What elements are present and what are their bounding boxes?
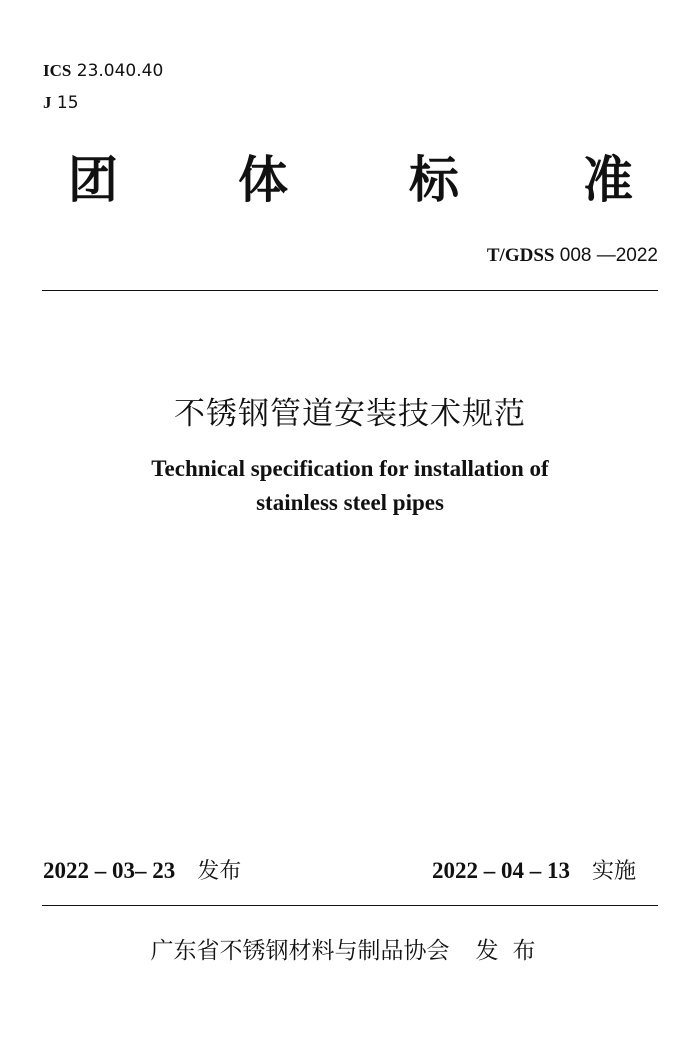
ics-line (43, 60, 163, 82)
issue-label: 发布 (197, 859, 242, 884)
issue-date: 2022 – 03– 23 (43, 858, 176, 883)
title-english (0, 452, 700, 520)
implement-label: 实施 (592, 859, 637, 884)
classification-label: J (43, 93, 52, 112)
ics-code: 23.040.40 (76, 61, 164, 81)
implement-date: 2022 – 04 – 13 (432, 858, 570, 883)
publisher-line (0, 936, 700, 966)
type-title-char-1: 团 (68, 151, 118, 209)
type-title-char-2: 体 (238, 151, 288, 209)
title-chinese: 不锈钢管道安装技术规范 (174, 396, 526, 432)
issue-date-block (43, 856, 241, 887)
publisher-name: 广东省不锈钢材料与制品协会 (150, 938, 450, 964)
publisher-verb: 发布 (475, 938, 550, 964)
title-english-line-1: Technical specification for installation of (151, 456, 549, 481)
ics-label: ICS (43, 61, 72, 80)
classification-line (43, 92, 79, 114)
standard-number (487, 244, 658, 268)
type-title-char-4: 准 (583, 151, 633, 209)
classification-code: 15 (56, 93, 79, 113)
title-english-line-2: stainless steel pipes (256, 490, 444, 515)
standard-code: 008 —2022 (559, 245, 658, 266)
implement-date-block (432, 856, 636, 887)
top-divider (42, 290, 658, 291)
type-title-char-3: 标 (409, 151, 459, 209)
standard-prefix: T/GDSS (486, 245, 555, 266)
bottom-divider (42, 905, 658, 906)
